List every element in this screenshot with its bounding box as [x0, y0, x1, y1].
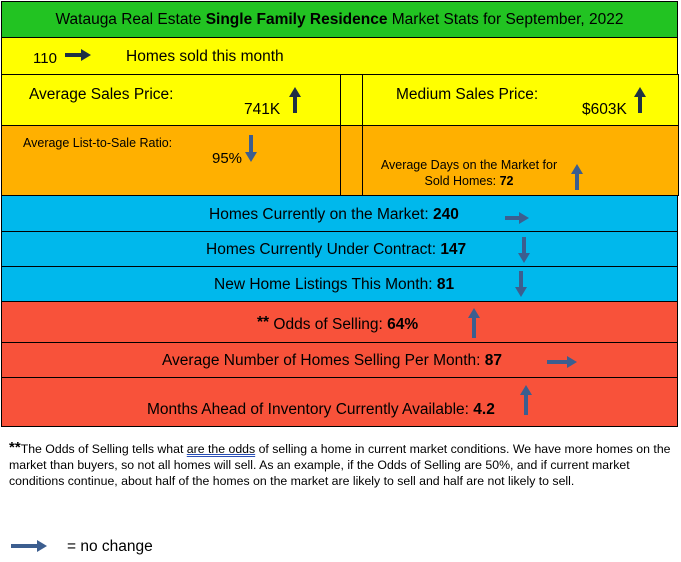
- new-listings-value: 81: [436, 276, 455, 293]
- odds-of-selling-value: 64%: [387, 316, 419, 333]
- new-listings-label: New Home Listings This Month: 81: [214, 276, 455, 293]
- medium-sales-price-label: Medium Sales Price:: [396, 86, 539, 103]
- right-arrow-icon: [505, 212, 529, 224]
- months-inventory-label: Months Ahead of Inventory Currently Available: 4.2: [147, 401, 495, 418]
- average-sales-price-value: 741K: [244, 101, 281, 118]
- currently-on-market-value: 240: [432, 206, 459, 223]
- legend-label: = no change: [67, 538, 153, 555]
- homes-sold-row: [1, 37, 678, 75]
- months-inventory-row: [1, 377, 678, 427]
- months-inventory-value: 4.2: [473, 401, 495, 418]
- down-arrow-icon: [515, 271, 527, 297]
- odds-of-selling-row: [1, 301, 678, 343]
- up-arrow-icon: [468, 308, 480, 338]
- divider-cell: [340, 74, 363, 126]
- up-arrow-icon: [571, 164, 583, 190]
- currently-on-market-label: Homes Currently on the Market: 240: [209, 206, 459, 223]
- homes-selling-per-month-label: Average Number of Homes Selling Per Month: 87: [162, 352, 503, 369]
- list-to-sale-ratio-cell: [1, 125, 341, 196]
- days-on-market-value: 72: [499, 174, 514, 188]
- days-on-market-cell: [362, 125, 679, 196]
- medium-sales-price-value: $603K: [582, 101, 627, 118]
- under-contract-label: Homes Currently Under Contract: 147: [206, 241, 467, 258]
- homes-selling-per-month-value: 87: [484, 352, 503, 369]
- average-sales-price-label: Average Sales Price:: [29, 86, 174, 103]
- list-to-sale-ratio-label: Average List-to-Sale Ratio:: [23, 136, 173, 150]
- medium-sales-price-cell: [362, 74, 679, 126]
- right-arrow-icon: [547, 356, 577, 368]
- currently-on-market-row: [1, 195, 678, 232]
- days-on-market-label: Average Days on the Market for Sold Homes: 72: [380, 158, 558, 188]
- under-contract-value: 147: [440, 241, 467, 258]
- under-contract-row: [1, 231, 678, 267]
- right-arrow-icon: [11, 540, 47, 552]
- up-arrow-icon: [520, 385, 532, 415]
- average-sales-price-cell: [1, 74, 341, 126]
- divider-cell: [340, 125, 363, 196]
- homes-sold-value: 110: [33, 50, 57, 67]
- odds-of-selling-label: ** Odds of Selling: 64%: [257, 314, 419, 333]
- up-arrow-icon: [634, 87, 646, 113]
- page-title: Watauga Real Estate Single Family Residence Market Stats for September, 2022: [55, 11, 624, 28]
- down-arrow-icon: [518, 237, 530, 263]
- new-listings-row: [1, 266, 678, 302]
- title-bar: [1, 1, 678, 38]
- homes-selling-per-month-row: [1, 342, 678, 378]
- down-arrow-icon: [245, 135, 257, 162]
- footnote: **The Odds of Selling tells what are the odds of selling a home in current market conditions. We have more homes on the market than buyers, so not all homes will sell. As an example, if the Odds of Selling are 50%, and if current market conditions continue, about half of the homes on the market are likely to sell and half are not likely to sell.: [9, 439, 671, 488]
- up-arrow-icon: [289, 87, 301, 113]
- homes-sold-label: Homes sold this month: [126, 48, 284, 65]
- list-to-sale-ratio-value: 95%: [212, 150, 243, 167]
- right-arrow-icon: [65, 49, 91, 61]
